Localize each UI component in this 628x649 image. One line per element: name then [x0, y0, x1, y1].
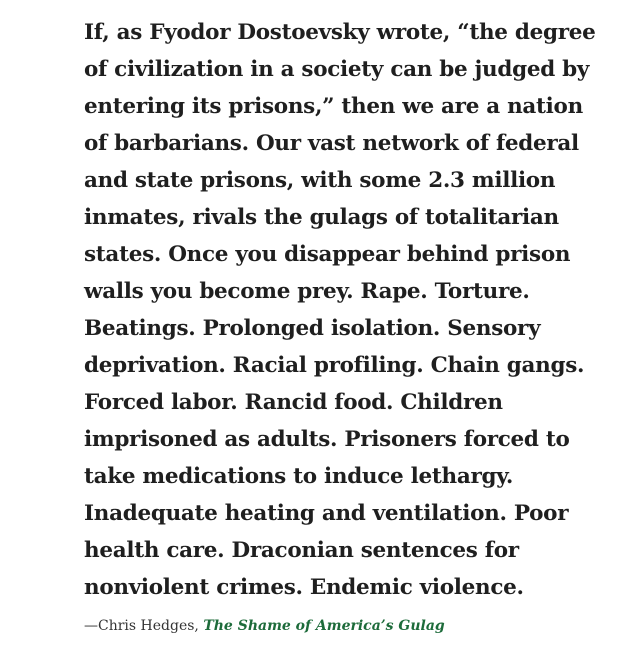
quote-line: Beatings. Prolonged isolation. Sensory [84, 316, 541, 341]
source-title-link[interactable]: The Shame of America’s Gulag [203, 618, 445, 634]
quote-line: Inadequate heating and ventilation. Poor [84, 501, 569, 526]
attribution [84, 618, 608, 634]
quote-line: inmates, rivals the gulags of totalitarian [84, 205, 559, 230]
quote-line: and state prisons, with some 2.3 million [84, 168, 556, 193]
attribution-author: —Chris Hedges, [84, 618, 204, 634]
quote-line: states. Once you disappear behind prison [84, 242, 571, 267]
quote-text [84, 14, 608, 606]
quote-line: of barbarians. Our vast network of federal [84, 131, 579, 156]
quote-line: of civilization in a society can be judged by [84, 57, 590, 82]
quote-line: walls you become prey. Rape. Torture. [84, 279, 530, 304]
quote-line: deprivation. Racial profiling. Chain gangs. [84, 353, 585, 378]
quote-line: health care. Draconian sentences for [84, 538, 519, 563]
quote-line: take medications to induce lethargy. [84, 464, 514, 489]
quote-line: nonviolent crimes. Endemic violence. [84, 575, 524, 600]
quote-line: Forced labor. Rancid food. Children [84, 390, 503, 415]
quote-line: If, as Fyodor Dostoevsky wrote, “the degree [84, 20, 596, 45]
quote-line: imprisoned as adults. Prisoners forced to [84, 427, 570, 452]
quote-line: entering its prisons,” then we are a nation [84, 94, 583, 119]
